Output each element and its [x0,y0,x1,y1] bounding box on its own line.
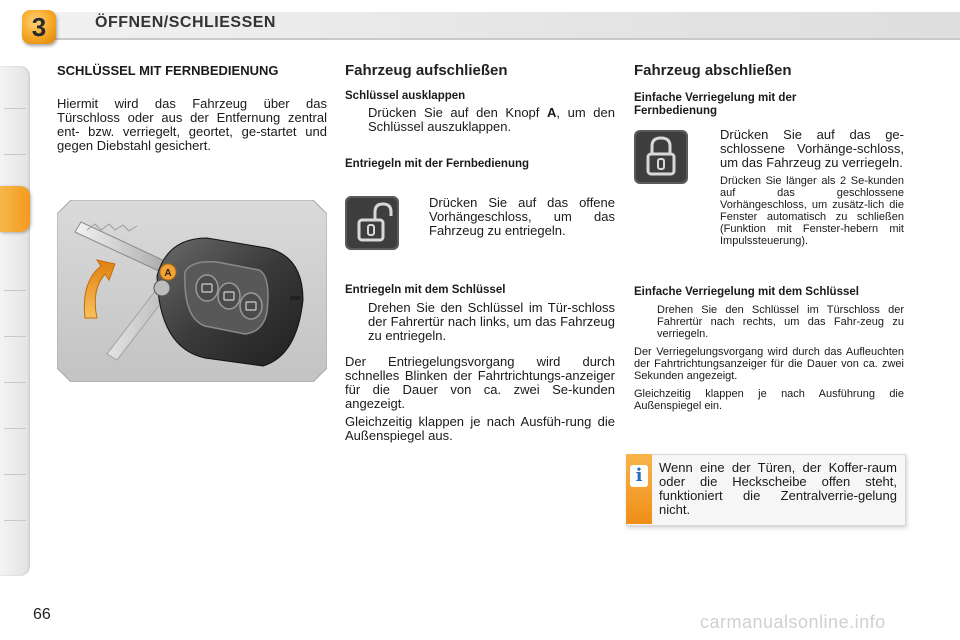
tab-divider [4,382,26,383]
unlock-heading: Fahrzeug aufschließen [345,62,508,79]
unfold-key-instruction: Drücken Sie auf den Knopf A, um den Schlüssel auszuklappen. [368,105,615,134]
remote-key-illustration [57,200,327,382]
remote-lock-block [697,128,904,247]
left-column [57,64,327,153]
key-lock-subheading: Einfache Verriegelung mit dem Schlüssel [634,286,859,298]
lock-heading: Fahrzeug abschließen [634,62,792,79]
chapter-tab-strip [0,66,30,576]
remote-unlock-subheading: Entriegeln mit der Fernbedienung [345,158,530,170]
tab-divider [4,290,26,291]
remote-lock-windows-instruction: Drücken Sie länger als 2 Se-kunden auf das geschlossene Vorhängeschloss, um zusätz-lich die Fenster automatisch zu schließen (Funktion mit Fenster-hebern mit Impulssteuerung). [720,175,904,247]
header-rule [54,38,960,40]
chapter-title: ÖFFNEN/SCHLIESSEN [95,14,276,31]
tab-divider [4,428,26,429]
key-unlock-instruction: Drehen Sie den Schlüssel im Tür-schloss der Fahrertür nach links, um das Fahrzeug zu entriegeln. [368,300,615,343]
remote-lock-instruction: Drücken Sie auf das ge-schlossene Vorhänge-schloss, um das Fahrzeug zu verriegeln. [720,127,904,170]
chapter-tab-active[interactable] [0,186,30,232]
key-unlock-subheading: Entriegeln mit dem Schlüssel [345,284,506,296]
button-a-label: A [164,268,172,279]
section-heading: SCHLÜSSEL MIT FERNBEDIENUNG [57,63,279,78]
tab-divider [4,154,26,155]
page-number: 66 [33,606,51,623]
info-icon: i [630,465,648,487]
unfold-key-subheading: Schlüssel ausklappen [345,90,466,102]
intro-paragraph: Hiermit wird das Fahrzeug über das Türschloss oder aus der Entfernung zentral ent- bzw. verriegelt, geortet, ge-startet und gegen Diebstahl gesichert. [57,96,327,153]
remote-unlock-instruction: Drücken Sie auf das offene Vorhängeschloss, um das Fahrzeug zu entriegeln. [429,195,615,238]
right-column [634,64,904,118]
key-lock-instruction: Drehen Sie den Schlüssel im Türschloss der Fahrertür nach rechts, um das Fahr-zeug zu verriegeln. [657,304,904,340]
watermark: carmanualsonline.info [700,612,886,632]
unlock-signal-paragraph: Der Entriegelungsvorgang wird durch schnelles Blinken der Fahrtrichtungs-anzeiger für die Dauer von ca. zwei Se-kunden angezeigt. [345,354,615,411]
unlock-mirrors-paragraph: Gleichzeitig klappen je nach Ausfüh-rung die Außenspiegel aus. [345,414,615,443]
key-unlock-block [345,284,615,443]
tab-divider [4,520,26,521]
tab-divider [4,336,26,337]
button-a-reference: A [547,105,557,120]
tab-divider [4,474,26,475]
open-padlock-icon [345,196,399,250]
lock-mirrors-paragraph: Gleichzeitig klappen je nach Ausführung die Außenspiegel ein. [634,388,904,412]
closed-padlock-icon [634,130,688,184]
chapter-badge: 3 [22,10,56,44]
middle-column [345,64,615,171]
remote-unlock-block [406,196,615,238]
key-lock-block [634,286,904,412]
tab-divider [4,108,26,109]
remote-lock-subheading: Einfache Verriegelung mit der Fernbedienung [634,92,797,117]
info-text: Wenn eine der Türen, der Koffer-raum oder die Heckscheibe offen steht, funktioniert die Zentralverrie-gelung nicht. [659,460,897,517]
lock-signal-paragraph: Der Verriegelungsvorgang wird durch das Aufleuchten der Fahrtrichtungsanzeiger für die Dauer von ca. zwei Sekunden angezeigt. [634,346,904,382]
